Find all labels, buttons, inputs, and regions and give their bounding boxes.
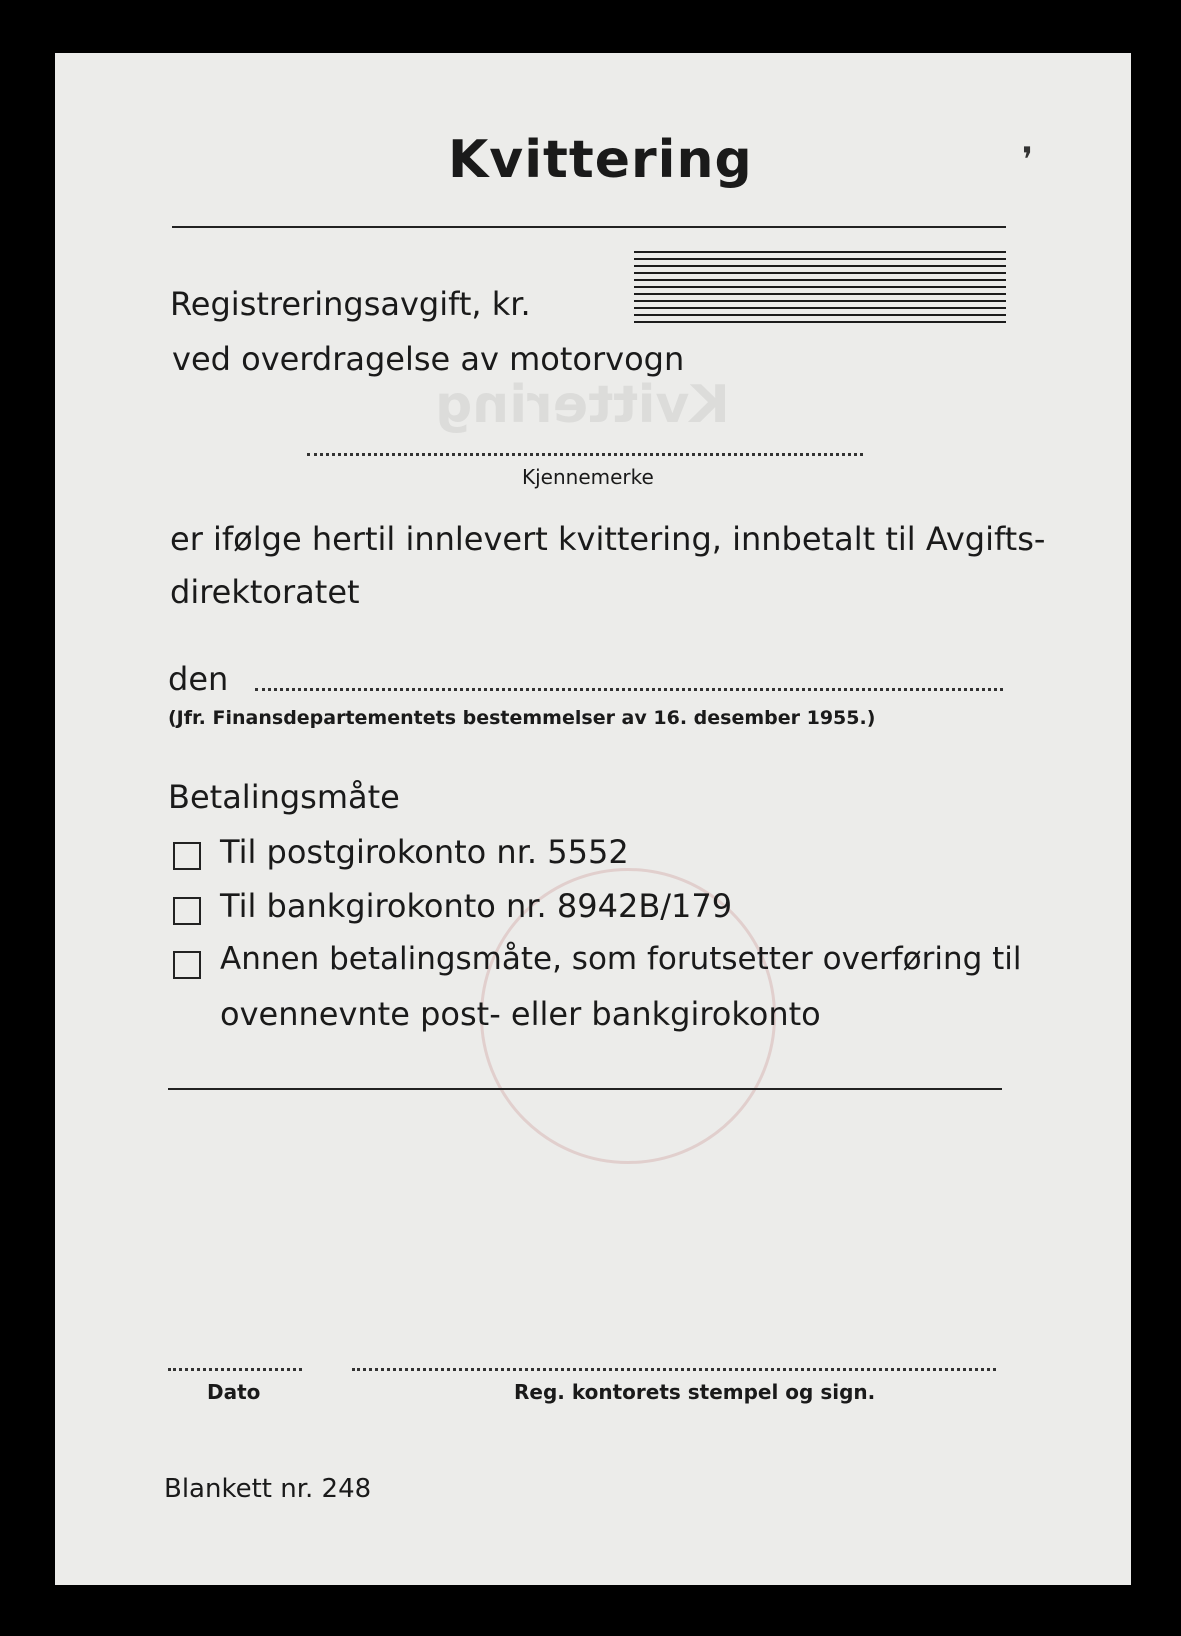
payment-divider bbox=[168, 1088, 1002, 1090]
show-through-title: Kvittering bbox=[435, 375, 730, 435]
fee-sublabel: ved overdragelse av motorvogn bbox=[172, 340, 685, 378]
fee-label: Registreringsavgift, kr. bbox=[170, 285, 531, 323]
stamp-caption: Reg. kontorets stempel og sign. bbox=[514, 1380, 876, 1404]
den-label: den bbox=[168, 660, 229, 698]
den-date-field[interactable] bbox=[255, 688, 1003, 691]
plate-number-field[interactable] bbox=[307, 453, 863, 456]
payment-heading: Betalingsmåte bbox=[168, 778, 400, 816]
fee-redaction-lines bbox=[634, 251, 1006, 324]
bankgiro-checkbox[interactable] bbox=[173, 897, 201, 925]
title-divider bbox=[172, 226, 1006, 228]
date-signature-field[interactable] bbox=[168, 1368, 302, 1371]
binder-hole-mark: ❜ bbox=[1022, 140, 1033, 180]
statement-line-2: direktoratet bbox=[170, 573, 360, 611]
payment-option-bankgiro: Til bankgirokonto nr. 8942B/179 bbox=[220, 887, 733, 925]
regulation-note: (Jfr. Finansdepartementets bestemmelser av 16. desember 1955.) bbox=[168, 707, 876, 729]
other-payment-checkbox[interactable] bbox=[173, 951, 201, 979]
statement-line-1: er ifølge hertil innlevert kvittering, innbetalt til Avgifts- bbox=[170, 520, 1046, 558]
stamp-signature-field[interactable] bbox=[352, 1368, 996, 1371]
date-caption: Dato bbox=[207, 1380, 261, 1404]
payment-option-postgiro: Til postgirokonto nr. 5552 bbox=[220, 833, 629, 871]
plate-caption: Kjennemerke bbox=[522, 465, 654, 489]
postgiro-checkbox[interactable] bbox=[173, 842, 201, 870]
form-title: Kvittering bbox=[448, 130, 753, 190]
payment-option-other-cont: ovennevnte post- eller bankgirokonto bbox=[220, 995, 821, 1033]
form-number: Blankett nr. 248 bbox=[164, 1474, 372, 1504]
payment-option-other: Annen betalingsmåte, som forutsetter overføring til bbox=[220, 941, 1022, 977]
